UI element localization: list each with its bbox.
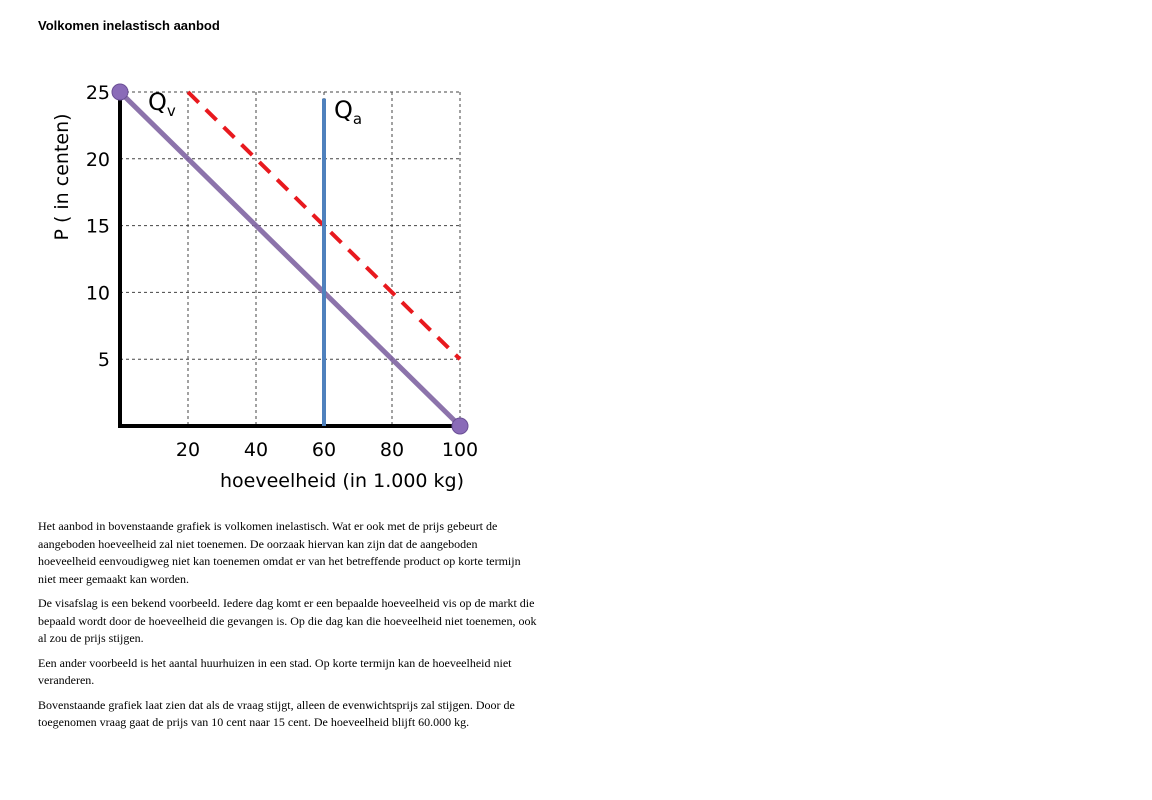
y-tick-label: 5 [97, 349, 110, 372]
y-tick-label: 20 [85, 148, 110, 171]
y-tick-label: 15 [85, 215, 110, 238]
y-tick-label: 25 [85, 82, 110, 104]
x-tick-label: 100 [441, 439, 479, 461]
body-paragraph: Een ander voorbeeld is het aantal huurhuizen in een stad. Op korte termijn kan de hoeveelheid niet veranderen. [38, 655, 512, 687]
qv-endpoint-marker [112, 84, 128, 100]
body-paragraph: Bovenstaande grafiek laat zien dat als de vraag stijgt, alleen de evenwichtsprijs zal stijgen. Door de toegenomen vraag gaat de prijs van 10 cent naar 15 cent. De hoeveelheid blijft 60.000 kg. [38, 697, 515, 729]
chart-series [112, 84, 468, 434]
page-title: Volkomen inelastisch aanbod [38, 18, 220, 33]
body-text [38, 518, 538, 739]
x-tick-label: 80 [379, 439, 405, 461]
demand-line-qv [120, 92, 460, 426]
series-label-qv [148, 88, 176, 120]
chart-tick-labels [86, 82, 478, 461]
body-paragraph: De visafslag is een bekend voorbeeld. Iedere dag komt er een bepaalde hoeveelheid vis op de markt die bepaald wordt door de hoeveelheid die gevangen is. Op die dag kan die hoeveelheid niet toenemen, ook al zou de prijs stijgen. [38, 596, 537, 645]
x-tick-label: 40 [243, 439, 269, 461]
series-label-sub: a [352, 110, 363, 128]
body-paragraph: Het aanbod in bovenstaande grafiek is volkomen inelastisch. Wat er ook met de prijs gebeurt de aangeboden hoeveelheid zal niet toenemen. De oorzaak hiervan kan zijn dat de aangeboden hoeveelheid eenvoudigweg niet kan toenemen omdat er van het betreffende product op korte termijn niet meer gemaakt kan worden. [38, 519, 521, 586]
x-tick-label: 60 [311, 439, 337, 461]
x-axis-label: hoeveelheid (in 1.000 kg) [219, 470, 465, 492]
series-label-main: Q [148, 88, 167, 116]
series-label-sub: v [166, 102, 176, 120]
y-axis-label: P ( in centen) [51, 113, 73, 241]
series-label-main: Q [334, 96, 353, 124]
x-tick-label: 20 [175, 439, 201, 461]
series-label-qa [334, 96, 362, 128]
y-tick-label: 10 [85, 282, 110, 305]
qv-endpoint-marker [452, 418, 468, 434]
